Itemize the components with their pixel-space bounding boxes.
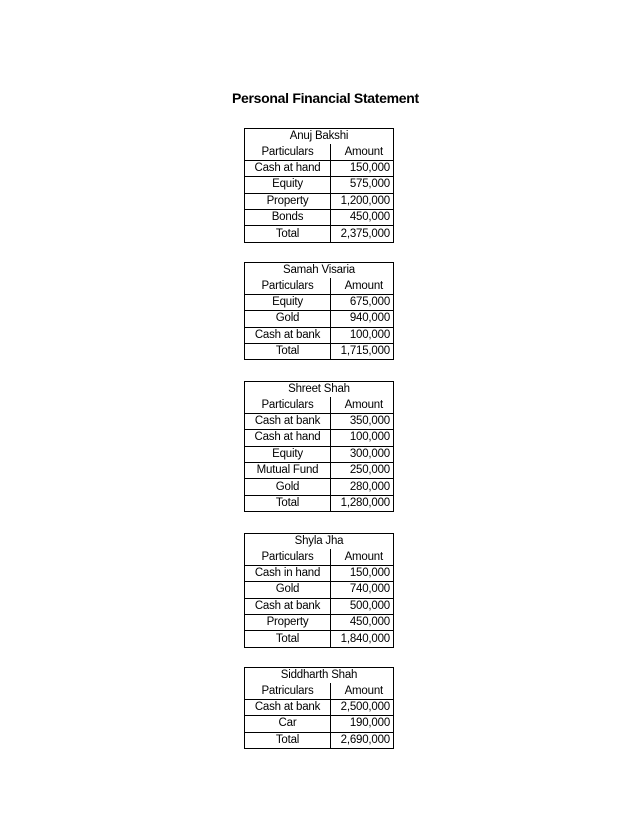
row-amount: 740,000 [331, 582, 394, 598]
total-amount: 2,690,000 [331, 732, 394, 748]
total-label: Total [245, 343, 331, 359]
row-amount: 150,000 [331, 160, 394, 176]
row-amount: 940,000 [331, 311, 394, 327]
row-label: Equity [245, 177, 331, 193]
particulars-header: Particulars [245, 549, 331, 565]
row-amount: 300,000 [331, 446, 394, 462]
row-label: Cash at bank [245, 598, 331, 614]
statement-header-row [245, 144, 394, 160]
row-label: Cash at bank [245, 413, 331, 429]
statement-name-row [245, 668, 394, 684]
table-row [245, 614, 394, 630]
total-amount: 2,375,000 [331, 226, 394, 242]
statement-person-name: Shyla Jha [245, 534, 394, 550]
row-amount: 675,000 [331, 294, 394, 310]
total-row [245, 495, 394, 511]
statement-person-name: Shreet Shah [245, 382, 394, 398]
row-amount: 450,000 [331, 614, 394, 630]
statement-person-name: Anuj Bakshi [245, 129, 394, 145]
row-amount: 350,000 [331, 413, 394, 429]
row-amount: 190,000 [331, 716, 394, 732]
row-label: Gold [245, 479, 331, 495]
particulars-header: Particulars [245, 397, 331, 413]
total-label: Total [245, 732, 331, 748]
total-row [245, 343, 394, 359]
particulars-header: Patriculars [245, 683, 331, 699]
table-row [245, 430, 394, 446]
row-amount: 100,000 [331, 327, 394, 343]
amount-header: Amount [331, 144, 394, 160]
table-row [245, 716, 394, 732]
row-label: Cash at hand [245, 430, 331, 446]
total-amount: 1,280,000 [331, 495, 394, 511]
table-row [245, 446, 394, 462]
table-row [245, 160, 394, 176]
row-label: Cash at bank [245, 699, 331, 715]
row-label: Cash in hand [245, 565, 331, 581]
statement-header-row [245, 683, 394, 699]
row-amount: 500,000 [331, 598, 394, 614]
total-amount: 1,715,000 [331, 343, 394, 359]
statement-table-shreet-shah [244, 381, 394, 512]
statement-person-name: Siddharth Shah [245, 668, 394, 684]
row-amount: 150,000 [331, 565, 394, 581]
statement-name-row [245, 382, 394, 398]
statement-header-row [245, 549, 394, 565]
row-label: Cash at bank [245, 327, 331, 343]
row-label: Property [245, 614, 331, 630]
table-row [245, 462, 394, 478]
total-row [245, 732, 394, 748]
row-amount: 1,200,000 [331, 193, 394, 209]
row-amount: 2,500,000 [331, 699, 394, 715]
row-label: Cash at hand [245, 160, 331, 176]
total-label: Total [245, 631, 331, 647]
row-label: Equity [245, 446, 331, 462]
row-label: Car [245, 716, 331, 732]
statement-name-row [245, 263, 394, 279]
statement-header-row [245, 397, 394, 413]
table-row [245, 193, 394, 209]
table-row [245, 582, 394, 598]
statement-table-samah-visaria [244, 262, 394, 360]
table-row [245, 699, 394, 715]
amount-header: Amount [331, 278, 394, 294]
page-title: Personal Financial Statement [232, 90, 419, 106]
table-row [245, 177, 394, 193]
particulars-header: Particulars [245, 278, 331, 294]
statement-table-shyla-jha [244, 533, 394, 648]
table-row [245, 311, 394, 327]
row-label: Gold [245, 311, 331, 327]
statement-table-anuj-bakshi [244, 128, 394, 243]
row-label: Bonds [245, 209, 331, 225]
table-row [245, 327, 394, 343]
row-amount: 575,000 [331, 177, 394, 193]
row-label: Property [245, 193, 331, 209]
row-label: Gold [245, 582, 331, 598]
total-amount: 1,840,000 [331, 631, 394, 647]
table-row [245, 413, 394, 429]
total-row [245, 226, 394, 242]
statement-header-row [245, 278, 394, 294]
statement-table-siddharth-shah [244, 667, 394, 749]
table-row [245, 209, 394, 225]
table-row [245, 565, 394, 581]
row-label: Mutual Fund [245, 462, 331, 478]
amount-header: Amount [331, 549, 394, 565]
row-amount: 100,000 [331, 430, 394, 446]
table-row [245, 598, 394, 614]
statement-name-row [245, 129, 394, 145]
total-label: Total [245, 495, 331, 511]
statement-person-name: Samah Visaria [245, 263, 394, 279]
amount-header: Amount [331, 683, 394, 699]
row-label: Equity [245, 294, 331, 310]
row-amount: 280,000 [331, 479, 394, 495]
row-amount: 250,000 [331, 462, 394, 478]
table-row [245, 294, 394, 310]
particulars-header: Particulars [245, 144, 331, 160]
total-label: Total [245, 226, 331, 242]
table-row [245, 479, 394, 495]
total-row [245, 631, 394, 647]
amount-header: Amount [331, 397, 394, 413]
row-amount: 450,000 [331, 209, 394, 225]
statement-name-row [245, 534, 394, 550]
